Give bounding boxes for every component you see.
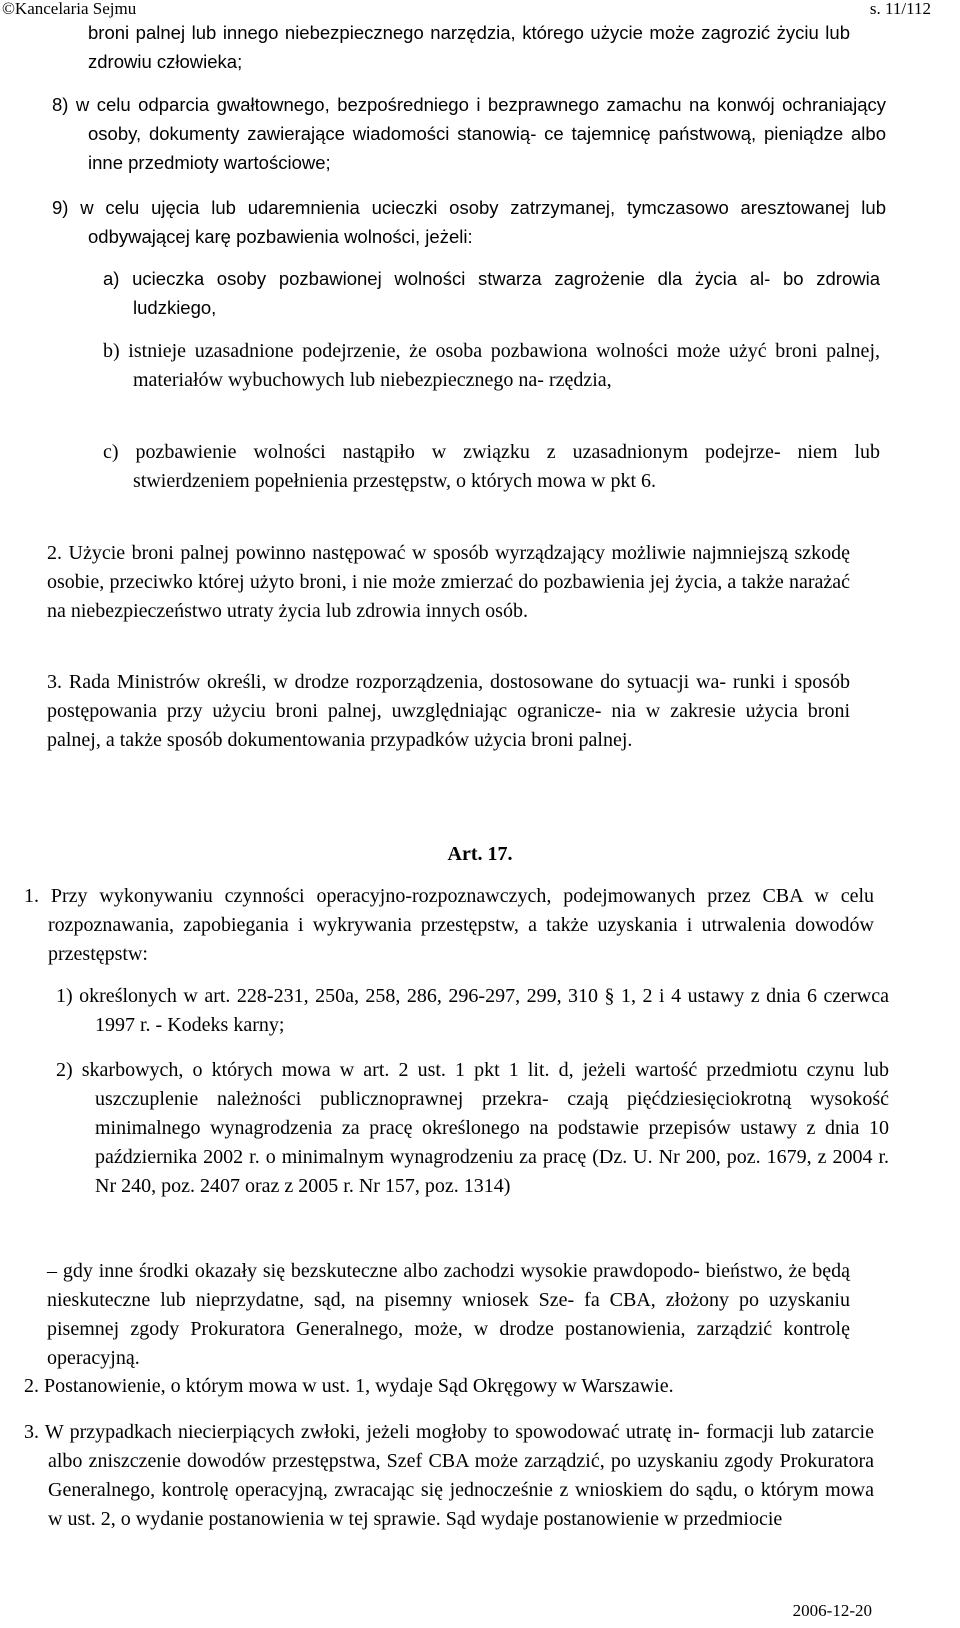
art16-item9-c: c) pozbawienie wolności nastąpiło w związku z uzasadnionym podejrze- niem lub stwierdzeniem popełnienia przestępstw, o których mowa w pkt 6. — [103, 441, 880, 492]
art16-item9: 9) w celu ujęcia lub udaremnienia ucieczki osoby zatrzymanej, tymczasowo aresztowanej lub odbywającej karę pozbawienia wolności, jeżeli: — [52, 197, 886, 247]
art17-section1-item2: 2) skarbowych, o których mowa w art. 2 ust. 1 pkt 1 lit. d, jeżeli wartość przedmiotu czynu lub uszczuplenie należności publicznoprawnej przekra- czają pięćdziesięciokrotną wysokość minimalnego wynagrodzenia za pracę określonego na podstawie przepisów ustawy z dnia 10 października 2002 r. o minimalnym wynagrodzeniu za pracę (Dz. U. Nr 200, poz. 1679, z 2004 r. Nr 240, poz. 2407 oraz z 2005 r. Nr 157, poz. 1314) — [56, 1059, 889, 1197]
header-copyright: ©Kancelaria Sejmu — [2, 0, 137, 18]
footer-date: 2006-12-20 — [792, 1601, 872, 1620]
art16-item9-a: a) ucieczka osoby pozbawionej wolności stwarza zagrożenie dla życia al- bo zdrowia ludzkiego, — [103, 268, 880, 318]
art17-section1-dash-clause: – gdy inne środki okazały się bezskuteczne albo zachodzi wysokie prawdopodo- bieństwo, że będą nieskuteczne lub nieprzydatne, sąd, na pisemny wniosek Sze- fa CBA, złożony po uzyskaniu pisemnej zgody Prokuratora Generalnego, może, w drodze postanowienia, zarządzić kontrolę operacyjną. — [47, 1260, 850, 1369]
art17-section3: 3. W przypadkach niecierpiących zwłoki, jeżeli mogłoby to spowodować utratę in- formacji lub zatarcie albo zniszczenie dowodów przestępstwa, Szef CBA może zarządzić, po uzyskaniu zgody Prokuratora Generalnego, kontrolę operacyjną, zwracając się jednocześnie z wnioskiem do sądu, o którym mowa w ust. 2, o wydanie postanowienia w tej sprawie. Sąd wydaje postanowienie w przedmiocie — [24, 1421, 874, 1530]
art17-section1: 1. Przy wykonywaniu czynności operacyjno-rozpoznawczych, podejmowanych przez CBA w celu rozpoznawania, zapobiegania i wykrywania przestępstw, a także uzyskania i utrwalenia dowodów przestępstw: — [24, 885, 874, 965]
art16-item8: 8) w celu odparcia gwałtownego, bezpośredniego i bezprawnego zamachu na konwój ochraniający osoby, dokumenty zawierające wiadomości stanowią- ce tajemnicę państwową, pieniądze albo inne przedmioty wartościowe; — [52, 94, 886, 173]
article17-title: Art. 17. — [447, 843, 513, 865]
art16-section2: 2. Użycie broni palnej powinno następować w sposób wyrządzający możliwie najmniejszą szkodę osobie, przeciwko której użyto broni, i nie może zmierzać do pozbawienia jej życia, a także narażać na niebezpieczeństwo utraty życia lub zdrowia innych osób. — [47, 542, 850, 622]
art16-section3: 3. Rada Ministrów określi, w drodze rozporządzenia, dostosowane do sytuacji wa- runki i sposób postępowania przy użyciu broni palnej, uwzględniając ogranicze- nia w zakresie użycia broni palnej, a także sposób dokumentowania przypadków użycia broni palnej. — [47, 671, 850, 751]
header-page-number: s. 11/112 — [869, 0, 931, 18]
art17-section2: 2. Postanowienie, o którym mowa w ust. 1, wydaje Sąd Okręgowy w Warszawie. — [24, 1375, 674, 1397]
art16-item9-b: b) istnieje uzasadnione podejrzenie, że osoba pozbawiona wolności może użyć broni palnej, materiałów wybuchowych lub niebezpiecznego na- rzędzia, — [103, 340, 880, 391]
art17-section1-item1: 1) określonych w art. 228-231, 250a, 258, 286, 296-297, 299, 310 § 1, 2 i 4 ustawy z dnia 6 czerwca 1997 r. - Kodeks karny; — [56, 985, 889, 1036]
art16-item7-continuation: broni palnej lub innego niebezpiecznego narzędzia, którego użycie może zagrozić życiu lub zdrowiu człowieka; — [88, 22, 850, 72]
